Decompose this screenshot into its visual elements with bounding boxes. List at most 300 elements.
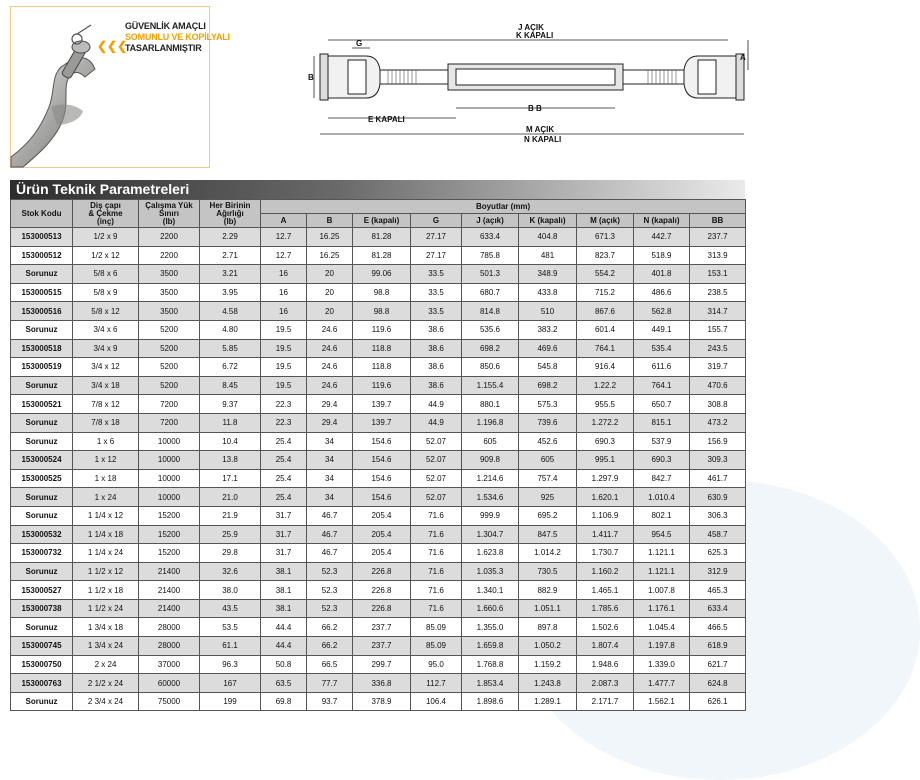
table-cell: 11.8 <box>200 413 261 432</box>
product-photo <box>10 6 230 168</box>
table-cell: 119.6 <box>353 320 411 339</box>
table-cell: 481 <box>519 246 577 265</box>
table-cell: 1 x 12 <box>73 451 139 470</box>
table-cell: 5/8 x 12 <box>73 302 139 321</box>
table-cell: 106.4 <box>411 692 462 711</box>
stock-code-cell: Sorunuz <box>11 488 73 507</box>
table-cell: 52.3 <box>307 599 353 618</box>
label-k-closed: K KAPALI <box>516 31 554 40</box>
table-cell: 1.014.2 <box>519 544 577 563</box>
table-cell: 156.9 <box>690 432 746 451</box>
table-cell: 46.7 <box>307 544 353 563</box>
header-thread-line1: Diş çapı <box>90 200 121 210</box>
promo-line-2: SOMUNLU VE KOPİLYALI <box>125 32 230 42</box>
table-cell: 29.8 <box>200 544 261 563</box>
stock-code-cell: Sorunuz <box>11 413 73 432</box>
table-cell: 38.6 <box>411 339 462 358</box>
header-weight-line2: Ağırlığı <box>216 208 244 218</box>
table-cell: 25.4 <box>261 469 307 488</box>
table-cell: 501.3 <box>462 265 519 284</box>
table-cell: 52.3 <box>307 562 353 581</box>
table-cell: 1.010.4 <box>634 488 690 507</box>
table-row <box>11 618 746 637</box>
table-cell: 2200 <box>139 228 200 247</box>
table-cell: 52.07 <box>411 432 462 451</box>
stock-code-cell: 153000518 <box>11 339 73 358</box>
table-cell: 99.06 <box>353 265 411 284</box>
table-cell: 27.17 <box>411 228 462 247</box>
table-cell: 1.196.8 <box>462 413 519 432</box>
table-cell: 7200 <box>139 413 200 432</box>
table-row <box>11 358 746 377</box>
table-cell: 21400 <box>139 581 200 600</box>
table-cell: 535.6 <box>462 320 519 339</box>
table-cell: 53.5 <box>200 618 261 637</box>
table-cell: 154.6 <box>353 432 411 451</box>
table-cell: 1.355.0 <box>462 618 519 637</box>
table-cell: 3/4 x 6 <box>73 320 139 339</box>
table-cell: 50.8 <box>261 655 307 674</box>
table-cell: 1 x 6 <box>73 432 139 451</box>
header-thread <box>73 200 139 228</box>
table-cell: 4.80 <box>200 320 261 339</box>
table-cell: 378.9 <box>353 692 411 711</box>
stock-code-cell: 153000515 <box>11 283 73 302</box>
table-cell: 66.5 <box>307 655 353 674</box>
stock-code-cell: 153000512 <box>11 246 73 265</box>
table-cell: 605 <box>519 451 577 470</box>
table-cell: 10.4 <box>200 432 261 451</box>
chevron-arrows-icon: ❮❮❮ <box>97 39 128 53</box>
table-cell: 1 x 18 <box>73 469 139 488</box>
table-cell: 3.21 <box>200 265 261 284</box>
table-cell: 46.7 <box>307 506 353 525</box>
spec-table <box>10 199 746 711</box>
table-cell: 61.1 <box>200 637 261 656</box>
table-cell: 38.1 <box>261 581 307 600</box>
table-cell: 764.1 <box>634 376 690 395</box>
table-cell: 814.8 <box>462 302 519 321</box>
table-cell: 2 3/4 x 24 <box>73 692 139 711</box>
table-cell: 1 1/4 x 18 <box>73 525 139 544</box>
table-cell: 764.1 <box>577 339 634 358</box>
table-cell: 1.106.9 <box>577 506 634 525</box>
stock-code-cell: Sorunuz <box>11 320 73 339</box>
table-cell: 119.6 <box>353 376 411 395</box>
table-cell: 44.4 <box>261 637 307 656</box>
table-cell: 81.28 <box>353 246 411 265</box>
table-cell: 880.1 <box>462 395 519 414</box>
table-row <box>11 339 746 358</box>
table-row <box>11 228 746 247</box>
table-cell: 1 1/2 x 18 <box>73 581 139 600</box>
table-cell: 695.2 <box>519 506 577 525</box>
table-cell: 955.5 <box>577 395 634 414</box>
table-cell: 1.730.7 <box>577 544 634 563</box>
table-cell: 867.6 <box>577 302 634 321</box>
table-cell: 60000 <box>139 674 200 693</box>
header-load-line1: Çalışma Yük <box>145 200 193 210</box>
table-cell: 1.339.0 <box>634 655 690 674</box>
table-cell: 309.3 <box>690 451 746 470</box>
table-cell: 13.8 <box>200 451 261 470</box>
table-cell: 650.7 <box>634 395 690 414</box>
table-cell: 71.6 <box>411 506 462 525</box>
table-cell: 545.8 <box>519 358 577 377</box>
table-cell: 785.8 <box>462 246 519 265</box>
header-dim-4: J (açık) <box>462 214 519 228</box>
table-cell: 81.28 <box>353 228 411 247</box>
table-cell: 16 <box>261 283 307 302</box>
table-cell: 626.1 <box>690 692 746 711</box>
header-dimensions: Boyutlar (mm) <box>261 200 746 214</box>
table-cell: 3500 <box>139 302 200 321</box>
table-cell: 38.0 <box>200 581 261 600</box>
table-cell: 802.1 <box>634 506 690 525</box>
table-cell: 118.8 <box>353 358 411 377</box>
table-cell: 601.4 <box>577 320 634 339</box>
table-cell: 20 <box>307 302 353 321</box>
table-cell: 226.8 <box>353 581 411 600</box>
table-cell: 1 1/2 x 12 <box>73 562 139 581</box>
table-cell: 336.8 <box>353 674 411 693</box>
table-cell: 112.7 <box>411 674 462 693</box>
table-cell: 5.85 <box>200 339 261 358</box>
table-cell: 2.29 <box>200 228 261 247</box>
stock-code-cell: 153000527 <box>11 581 73 600</box>
header-weight-line3: (lb) <box>223 216 237 226</box>
table-cell: 1.272.2 <box>577 413 634 432</box>
table-cell: 847.5 <box>519 525 577 544</box>
table-cell: 52.07 <box>411 469 462 488</box>
table-cell: 167 <box>200 674 261 693</box>
table-cell: 815.1 <box>634 413 690 432</box>
header-dim-5: K (kapalı) <box>519 214 577 228</box>
table-row <box>11 581 746 600</box>
table-cell: 312.9 <box>690 562 746 581</box>
table-cell: 7/8 x 12 <box>73 395 139 414</box>
table-cell: 98.8 <box>353 302 411 321</box>
table-cell: 34 <box>307 488 353 507</box>
table-cell: 24.6 <box>307 339 353 358</box>
table-cell: 4.58 <box>200 302 261 321</box>
table-cell: 1.051.1 <box>519 599 577 618</box>
table-cell: 1.853.4 <box>462 674 519 693</box>
table-cell: 842.7 <box>634 469 690 488</box>
header-dim-3: G <box>411 214 462 228</box>
table-row <box>11 432 746 451</box>
table-cell: 154.6 <box>353 451 411 470</box>
table-cell: 15200 <box>139 525 200 544</box>
table-cell: 32.6 <box>200 562 261 581</box>
table-cell: 38.1 <box>261 562 307 581</box>
table-cell: 3.95 <box>200 283 261 302</box>
table-cell: 33.5 <box>411 302 462 321</box>
table-cell: 5200 <box>139 339 200 358</box>
table-cell: 44.9 <box>411 395 462 414</box>
table-cell: 469.6 <box>519 339 577 358</box>
table-cell: 7200 <box>139 395 200 414</box>
table-cell: 10000 <box>139 432 200 451</box>
table-cell: 15200 <box>139 506 200 525</box>
table-cell: 458.7 <box>690 525 746 544</box>
table-cell: 31.7 <box>261 506 307 525</box>
table-cell: 313.9 <box>690 246 746 265</box>
table-cell: 1.948.6 <box>577 655 634 674</box>
table-cell: 37000 <box>139 655 200 674</box>
header-dim-2: E (kapalı) <box>353 214 411 228</box>
table-cell: 1/2 x 9 <box>73 228 139 247</box>
stock-code-cell: 153000532 <box>11 525 73 544</box>
table-cell: 730.5 <box>519 562 577 581</box>
table-cell: 28000 <box>139 637 200 656</box>
table-cell: 1.477.7 <box>634 674 690 693</box>
table-cell: 1.197.8 <box>634 637 690 656</box>
table-cell: 1.289.1 <box>519 692 577 711</box>
table-cell: 1 3/4 x 24 <box>73 637 139 656</box>
table-cell: 31.7 <box>261 544 307 563</box>
table-cell: 155.7 <box>690 320 746 339</box>
table-cell: 25.4 <box>261 451 307 470</box>
table-cell: 633.4 <box>690 599 746 618</box>
table-cell: 690.3 <box>577 432 634 451</box>
table-cell: 12.7 <box>261 246 307 265</box>
table-cell: 43.5 <box>200 599 261 618</box>
table-cell: 850.6 <box>462 358 519 377</box>
table-row <box>11 395 746 414</box>
table-cell: 401.8 <box>634 265 690 284</box>
table-cell: 442.7 <box>634 228 690 247</box>
table-row <box>11 599 746 618</box>
table-cell: 1 3/4 x 18 <box>73 618 139 637</box>
table-cell: 2.171.7 <box>577 692 634 711</box>
table-cell: 19.5 <box>261 320 307 339</box>
table-cell: 34 <box>307 469 353 488</box>
stock-code-cell: Sorunuz <box>11 618 73 637</box>
dimension-diagram <box>308 12 756 157</box>
spec-table-body <box>11 228 746 711</box>
table-cell: 15200 <box>139 544 200 563</box>
header-thread-line2: & Çekme <box>88 208 123 218</box>
table-cell: 466.5 <box>690 618 746 637</box>
table-cell: 452.6 <box>519 432 577 451</box>
table-cell: 404.8 <box>519 228 577 247</box>
stock-code-cell: 153000521 <box>11 395 73 414</box>
table-cell: 237.7 <box>353 618 411 637</box>
table-cell: 44.9 <box>411 413 462 432</box>
table-cell: 38.6 <box>411 358 462 377</box>
table-cell: 757.4 <box>519 469 577 488</box>
table-cell: 77.7 <box>307 674 353 693</box>
table-cell: 31.7 <box>261 525 307 544</box>
table-row <box>11 655 746 674</box>
table-cell: 10000 <box>139 488 200 507</box>
stock-code-cell: Sorunuz <box>11 506 73 525</box>
table-cell: 238.5 <box>690 283 746 302</box>
table-cell: 205.4 <box>353 544 411 563</box>
stock-code-cell: 153000763 <box>11 674 73 693</box>
table-cell: 237.7 <box>353 637 411 656</box>
table-cell: 486.6 <box>634 283 690 302</box>
table-cell: 71.6 <box>411 599 462 618</box>
table-row <box>11 674 746 693</box>
table-row <box>11 246 746 265</box>
table-row <box>11 562 746 581</box>
stock-code-cell: 153000745 <box>11 637 73 656</box>
table-cell: 1 1/4 x 12 <box>73 506 139 525</box>
table-cell: 611.6 <box>634 358 690 377</box>
table-cell: 71.6 <box>411 562 462 581</box>
table-row <box>11 320 746 339</box>
table-cell: 897.8 <box>519 618 577 637</box>
table-cell: 1.534.6 <box>462 488 519 507</box>
table-cell: 19.5 <box>261 358 307 377</box>
table-cell: 1 1/2 x 24 <box>73 599 139 618</box>
table-row <box>11 413 746 432</box>
header-weight-line1: Her Birinin <box>209 200 251 210</box>
table-cell: 518.9 <box>634 246 690 265</box>
table-cell: 618.9 <box>690 637 746 656</box>
table-cell: 139.7 <box>353 395 411 414</box>
table-cell: 154.6 <box>353 488 411 507</box>
table-row <box>11 525 746 544</box>
section-title-bar <box>10 180 745 199</box>
table-cell: 1.121.1 <box>634 544 690 563</box>
table-cell: 1.340.1 <box>462 581 519 600</box>
table-cell: 882.9 <box>519 581 577 600</box>
table-cell: 1.297.9 <box>577 469 634 488</box>
table-cell: 999.9 <box>462 506 519 525</box>
table-cell: 2200 <box>139 246 200 265</box>
stock-code-cell: Sorunuz <box>11 265 73 284</box>
table-cell: 715.2 <box>577 283 634 302</box>
table-cell: 25.9 <box>200 525 261 544</box>
table-cell: 1.050.2 <box>519 637 577 656</box>
table-row <box>11 302 746 321</box>
table-cell: 85.09 <box>411 618 462 637</box>
table-cell: 1.22.2 <box>577 376 634 395</box>
stock-code-cell: 153000513 <box>11 228 73 247</box>
table-cell: 1.785.6 <box>577 599 634 618</box>
table-cell: 1.155.4 <box>462 376 519 395</box>
table-cell: 226.8 <box>353 562 411 581</box>
table-cell: 21400 <box>139 599 200 618</box>
table-row <box>11 265 746 284</box>
table-cell: 46.7 <box>307 525 353 544</box>
table-cell: 671.3 <box>577 228 634 247</box>
table-cell: 690.3 <box>634 451 690 470</box>
stock-code-cell: Sorunuz <box>11 432 73 451</box>
table-cell: 605 <box>462 432 519 451</box>
table-cell: 554.2 <box>577 265 634 284</box>
table-cell: 33.5 <box>411 283 462 302</box>
table-cell: 139.7 <box>353 413 411 432</box>
table-cell: 52.3 <box>307 581 353 600</box>
stock-code-cell: 153000516 <box>11 302 73 321</box>
table-cell: 71.6 <box>411 581 462 600</box>
header-thread-line3: (inç) <box>97 216 114 226</box>
table-cell: 24.6 <box>307 320 353 339</box>
header-stock-code: Stok Kodu <box>11 200 73 228</box>
table-cell: 1 1/4 x 24 <box>73 544 139 563</box>
table-cell: 237.7 <box>690 228 746 247</box>
table-cell: 5/8 x 6 <box>73 265 139 284</box>
table-cell: 698.2 <box>462 339 519 358</box>
table-cell: 20 <box>307 265 353 284</box>
table-cell: 63.5 <box>261 674 307 693</box>
header-dim-7: N (kapalı) <box>634 214 690 228</box>
table-cell: 25.4 <box>261 488 307 507</box>
table-row <box>11 506 746 525</box>
table-cell: 38.1 <box>261 599 307 618</box>
table-cell: 1.159.2 <box>519 655 577 674</box>
table-cell: 118.8 <box>353 339 411 358</box>
table-row <box>11 692 746 711</box>
table-cell: 34 <box>307 451 353 470</box>
table-cell: 2.087.3 <box>577 674 634 693</box>
table-cell: 308.8 <box>690 395 746 414</box>
stock-code-cell: 153000524 <box>11 451 73 470</box>
table-cell: 153.1 <box>690 265 746 284</box>
table-cell: 823.7 <box>577 246 634 265</box>
label-bb: B B <box>528 104 542 113</box>
table-cell: 535.4 <box>634 339 690 358</box>
table-cell: 1.502.6 <box>577 618 634 637</box>
table-cell: 8.45 <box>200 376 261 395</box>
table-cell: 9.37 <box>200 395 261 414</box>
table-cell: 1.304.7 <box>462 525 519 544</box>
table-cell: 1/2 x 12 <box>73 246 139 265</box>
table-cell: 66.2 <box>307 618 353 637</box>
table-row <box>11 283 746 302</box>
promo-line-1: GÜVENLİK AMAÇLI <box>125 21 206 31</box>
table-cell: 22.3 <box>261 395 307 414</box>
table-cell: 954.5 <box>634 525 690 544</box>
table-cell: 19.5 <box>261 339 307 358</box>
table-cell: 34 <box>307 432 353 451</box>
table-cell: 205.4 <box>353 506 411 525</box>
stock-code-cell: 153000750 <box>11 655 73 674</box>
table-cell: 16.25 <box>307 246 353 265</box>
table-cell: 633.4 <box>462 228 519 247</box>
table-cell: 465.3 <box>690 581 746 600</box>
table-cell: 3500 <box>139 283 200 302</box>
stock-code-cell: 153000732 <box>11 544 73 563</box>
table-cell: 96.3 <box>200 655 261 674</box>
table-cell: 199 <box>200 692 261 711</box>
table-row <box>11 637 746 656</box>
table-cell: 3/4 x 9 <box>73 339 139 358</box>
table-cell: 25.4 <box>261 432 307 451</box>
table-cell: 2 1/2 x 24 <box>73 674 139 693</box>
table-cell: 44.4 <box>261 618 307 637</box>
table-cell: 10000 <box>139 451 200 470</box>
table-cell: 24.6 <box>307 358 353 377</box>
table-cell: 71.6 <box>411 525 462 544</box>
table-cell: 1.465.1 <box>577 581 634 600</box>
table-cell: 433.8 <box>519 283 577 302</box>
table-cell: 461.7 <box>690 469 746 488</box>
table-cell: 93.7 <box>307 692 353 711</box>
table-cell: 1 x 24 <box>73 488 139 507</box>
label-m-open: M AÇIK <box>526 125 555 134</box>
table-row <box>11 469 746 488</box>
table-cell: 3/4 x 18 <box>73 376 139 395</box>
table-cell: 624.8 <box>690 674 746 693</box>
table-cell: 7/8 x 18 <box>73 413 139 432</box>
stock-code-cell: 153000525 <box>11 469 73 488</box>
table-cell: 3500 <box>139 265 200 284</box>
